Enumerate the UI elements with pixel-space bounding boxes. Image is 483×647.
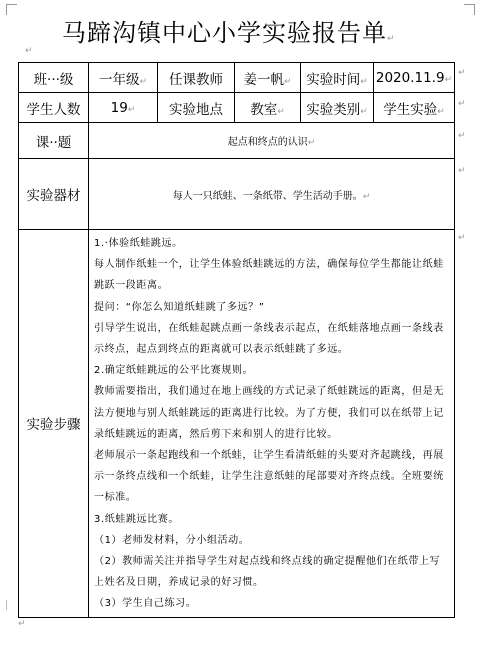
report-title-text: 马蹄沟镇中心小学实验报告单 bbox=[62, 19, 387, 47]
step-line: 提问：“你怎么知道纸蛙跳了多远？” bbox=[94, 301, 265, 313]
table-row bbox=[19, 123, 455, 159]
table-row bbox=[19, 230, 455, 618]
teacher-value: 姜一帆↵ bbox=[235, 63, 301, 93]
step-line: 1.·体验纸蛙跳远。 bbox=[94, 238, 183, 249]
step-line: （3）学生自己练习。 bbox=[94, 598, 197, 610]
row-end-mark-icon: ↵ bbox=[458, 68, 466, 78]
step-line: 教师需要指出，我们通过在地上画线的方式记录了纸蛙跳远的距离，但是无法方便地与别人纸蛙跳远的距离进行比较。为了方便，我们可以在纸带上记录纸蛙跳远的距离，然后剪下来和别人的进行比较。 bbox=[94, 386, 444, 440]
step-line: 老师展示一条起跑线和一个纸蛙，让学生看清纸蛙的头要对齐起跳线，再展示一条终点线和一个纸蛙，让学生注意纸蛙的尾部要对齐终点线。全班要统一标准。 bbox=[94, 450, 444, 504]
students-label: 学生人数 bbox=[19, 93, 89, 123]
step-line: 3.纸蛙跳远比赛。 bbox=[94, 513, 179, 525]
margin-marker bbox=[6, 600, 7, 610]
equipment-value: 每人一只纸蛙、一条纸带、学生活动手册。↵ bbox=[89, 159, 455, 230]
step-line: 2.确定纸蛙跳远的公平比赛规则。 bbox=[94, 365, 254, 377]
equipment-label: 实验器材 bbox=[19, 159, 89, 230]
page-corner-top-right bbox=[464, 4, 475, 15]
step-line: （2）教师需关注并指导学生对起点线和终点线的确定提醒他们在纸带上写上姓名及日期，养成记录的好习惯。 bbox=[94, 556, 441, 589]
row-end-mark-icon: ↵ bbox=[458, 131, 466, 141]
class-label: 班···级 bbox=[19, 63, 89, 93]
paragraph-mark-icon: ↵ bbox=[18, 619, 26, 629]
location-value: 教室↵ bbox=[235, 93, 301, 123]
row-end-mark-icon: ↵ bbox=[458, 166, 466, 176]
page-corner-top-left bbox=[6, 4, 17, 15]
step-line: （1）老师发材料，分小组活动。 bbox=[94, 534, 250, 546]
time-label: 实验时间↵ bbox=[301, 63, 374, 93]
steps-label: 实验步骤 bbox=[19, 230, 89, 618]
class-value: 一年级↵ bbox=[89, 63, 158, 93]
location-label: 实验地点 bbox=[158, 93, 235, 123]
time-value: 2020.11.9↵ bbox=[374, 63, 455, 93]
table-row bbox=[19, 63, 455, 93]
type-label: 实验类别↵ bbox=[301, 93, 374, 123]
report-title bbox=[62, 13, 396, 48]
table-row bbox=[19, 159, 455, 230]
type-value: 学生实验↵ bbox=[374, 93, 455, 123]
paragraph-mark-icon: ↵ bbox=[25, 46, 33, 56]
table-row bbox=[19, 93, 455, 123]
topic-label: 课··题 bbox=[19, 123, 89, 159]
topic-value: 起点和终点的认识↵ bbox=[89, 123, 455, 159]
step-line: 每人制作纸蛙一个，让学生体验纸蛙跳远的方法，确保每位学生都能让纸蛙跳跃一段距离。 bbox=[94, 259, 444, 292]
report-table bbox=[18, 62, 455, 618]
step-line: 引导学生说出，在纸蛙起跳点画一条线表示起点，在纸蛙落地点画一条线表示终点，起点到终点的距离就可以表示纸蛙跳了多远。 bbox=[94, 322, 444, 356]
teacher-label: 任课教师 bbox=[158, 63, 235, 93]
students-value: 19↵ bbox=[89, 93, 158, 123]
paragraph-mark-icon: ↵ bbox=[387, 34, 396, 44]
steps-content bbox=[89, 230, 455, 618]
row-end-mark-icon: ↵ bbox=[458, 99, 466, 109]
row-end-mark-icon: ↵ bbox=[458, 233, 466, 243]
